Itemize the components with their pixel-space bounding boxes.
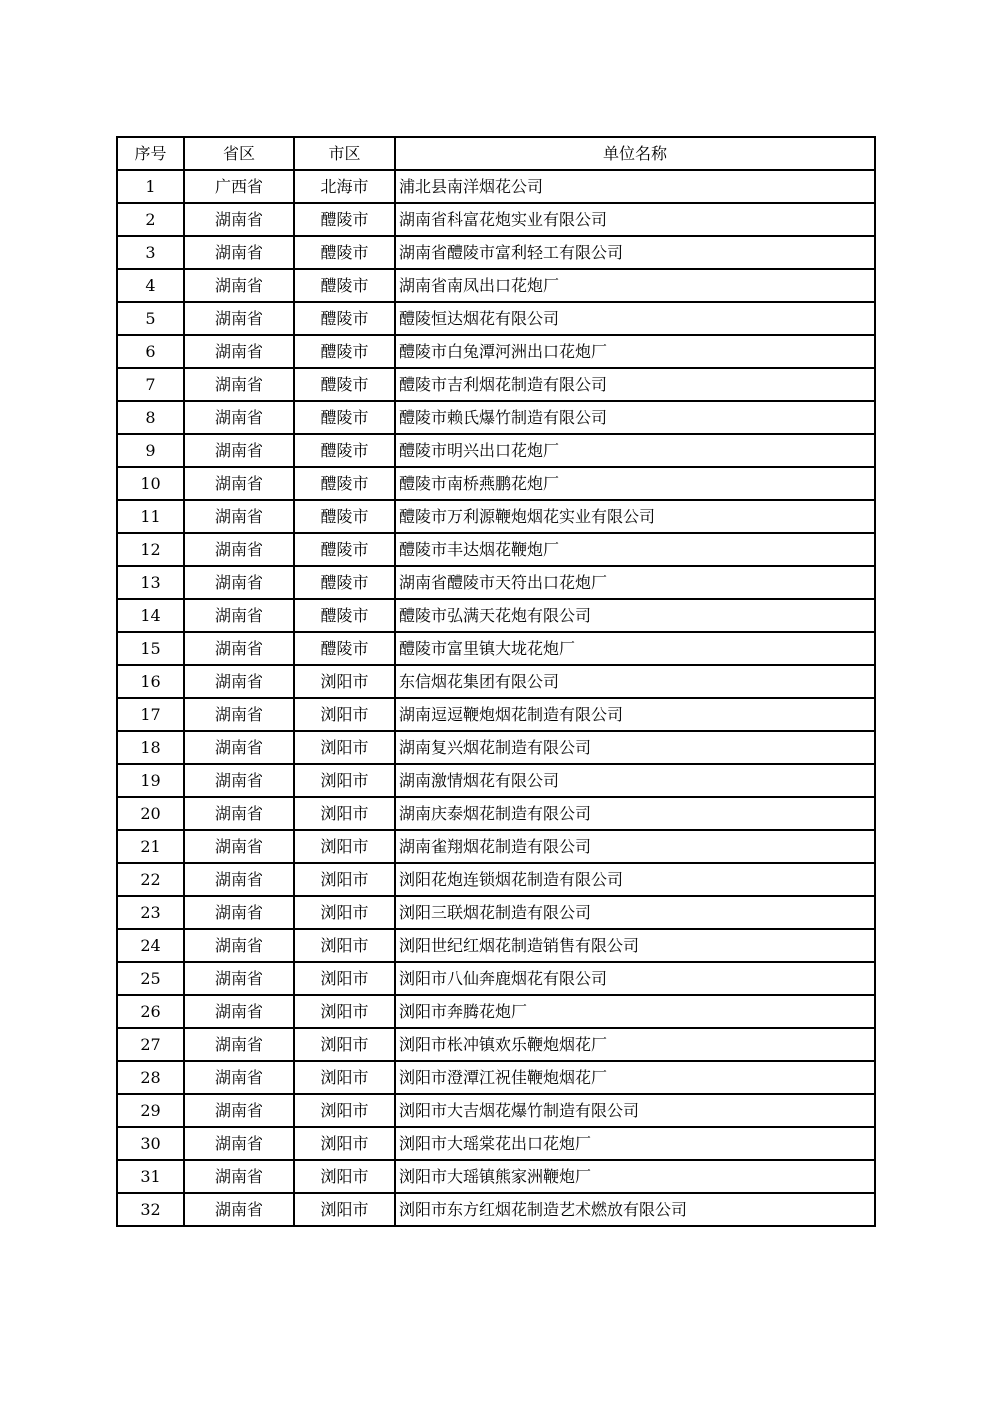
cell-province: 湖南省 bbox=[184, 434, 294, 467]
cell-province: 湖南省 bbox=[184, 269, 294, 302]
cell-serial-number: 24 bbox=[117, 929, 184, 962]
cell-serial-number: 20 bbox=[117, 797, 184, 830]
cell-company-name: 浏阳市奔腾花炮厂 bbox=[395, 995, 875, 1028]
table-row bbox=[117, 533, 875, 566]
company-table bbox=[116, 136, 876, 1227]
cell-province: 湖南省 bbox=[184, 632, 294, 665]
cell-company-name: 浏阳市大瑶棠花出口花炮厂 bbox=[395, 1127, 875, 1160]
cell-city: 醴陵市 bbox=[294, 599, 395, 632]
cell-province: 广西省 bbox=[184, 170, 294, 203]
header-row bbox=[117, 137, 875, 170]
cell-city: 浏阳市 bbox=[294, 929, 395, 962]
cell-city: 浏阳市 bbox=[294, 1061, 395, 1094]
cell-serial-number: 4 bbox=[117, 269, 184, 302]
cell-city: 浏阳市 bbox=[294, 731, 395, 764]
table-row bbox=[117, 467, 875, 500]
document-page bbox=[116, 136, 874, 1227]
cell-city: 浏阳市 bbox=[294, 1160, 395, 1193]
cell-company-name: 湖南省科富花炮实业有限公司 bbox=[395, 203, 875, 236]
table-row bbox=[117, 170, 875, 203]
cell-city: 浏阳市 bbox=[294, 995, 395, 1028]
table-row bbox=[117, 1061, 875, 1094]
cell-city: 浏阳市 bbox=[294, 1094, 395, 1127]
cell-serial-number: 16 bbox=[117, 665, 184, 698]
cell-company-name: 浏阳市东方红烟花制造艺术燃放有限公司 bbox=[395, 1193, 875, 1226]
cell-province: 湖南省 bbox=[184, 1127, 294, 1160]
cell-company-name: 浏阳市大吉烟花爆竹制造有限公司 bbox=[395, 1094, 875, 1127]
cell-serial-number: 30 bbox=[117, 1127, 184, 1160]
table-row bbox=[117, 203, 875, 236]
cell-serial-number: 22 bbox=[117, 863, 184, 896]
table-row bbox=[117, 434, 875, 467]
cell-serial-number: 15 bbox=[117, 632, 184, 665]
cell-city: 醴陵市 bbox=[294, 401, 395, 434]
cell-province: 湖南省 bbox=[184, 830, 294, 863]
cell-company-name: 浏阳市八仙奔鹿烟花有限公司 bbox=[395, 962, 875, 995]
cell-company-name: 湖南庆泰烟花制造有限公司 bbox=[395, 797, 875, 830]
cell-company-name: 醴陵市南桥燕鹏花炮厂 bbox=[395, 467, 875, 500]
cell-city: 浏阳市 bbox=[294, 698, 395, 731]
cell-city: 醴陵市 bbox=[294, 566, 395, 599]
cell-province: 湖南省 bbox=[184, 500, 294, 533]
table-row bbox=[117, 863, 875, 896]
cell-company-name: 浦北县南洋烟花公司 bbox=[395, 170, 875, 203]
cell-province: 湖南省 bbox=[184, 929, 294, 962]
cell-city: 浏阳市 bbox=[294, 1193, 395, 1226]
table-row bbox=[117, 269, 875, 302]
cell-province: 湖南省 bbox=[184, 1160, 294, 1193]
cell-serial-number: 13 bbox=[117, 566, 184, 599]
table-row bbox=[117, 1127, 875, 1160]
cell-serial-number: 29 bbox=[117, 1094, 184, 1127]
table-header bbox=[117, 137, 875, 170]
cell-serial-number: 5 bbox=[117, 302, 184, 335]
cell-company-name: 醴陵市明兴出口花炮厂 bbox=[395, 434, 875, 467]
table-body bbox=[117, 170, 875, 1226]
cell-company-name: 湖南省醴陵市富利轻工有限公司 bbox=[395, 236, 875, 269]
cell-city: 醴陵市 bbox=[294, 434, 395, 467]
cell-company-name: 醴陵市万利源鞭炮烟花实业有限公司 bbox=[395, 500, 875, 533]
cell-city: 浏阳市 bbox=[294, 1127, 395, 1160]
cell-company-name: 湖南省醴陵市天符出口花炮厂 bbox=[395, 566, 875, 599]
cell-city: 浏阳市 bbox=[294, 797, 395, 830]
cell-serial-number: 7 bbox=[117, 368, 184, 401]
table-row bbox=[117, 995, 875, 1028]
table-row bbox=[117, 599, 875, 632]
cell-province: 湖南省 bbox=[184, 335, 294, 368]
cell-province: 湖南省 bbox=[184, 863, 294, 896]
table-row bbox=[117, 830, 875, 863]
cell-province: 湖南省 bbox=[184, 533, 294, 566]
cell-company-name: 湖南省南凤出口花炮厂 bbox=[395, 269, 875, 302]
cell-company-name: 醴陵市弘满天花炮有限公司 bbox=[395, 599, 875, 632]
cell-city: 醴陵市 bbox=[294, 500, 395, 533]
cell-serial-number: 19 bbox=[117, 764, 184, 797]
cell-serial-number: 21 bbox=[117, 830, 184, 863]
table-row bbox=[117, 302, 875, 335]
cell-province: 湖南省 bbox=[184, 302, 294, 335]
cell-company-name: 醴陵市富里镇大垅花炮厂 bbox=[395, 632, 875, 665]
cell-province: 湖南省 bbox=[184, 467, 294, 500]
cell-company-name: 醴陵市丰达烟花鞭炮厂 bbox=[395, 533, 875, 566]
cell-company-name: 醴陵市吉利烟花制造有限公司 bbox=[395, 368, 875, 401]
cell-city: 醴陵市 bbox=[294, 368, 395, 401]
cell-company-name: 醴陵市白兔潭河洲出口花炮厂 bbox=[395, 335, 875, 368]
cell-city: 浏阳市 bbox=[294, 665, 395, 698]
cell-company-name: 醴陵市赖氏爆竹制造有限公司 bbox=[395, 401, 875, 434]
cell-province: 湖南省 bbox=[184, 401, 294, 434]
cell-company-name: 醴陵恒达烟花有限公司 bbox=[395, 302, 875, 335]
cell-city: 醴陵市 bbox=[294, 335, 395, 368]
table-row bbox=[117, 797, 875, 830]
table-row bbox=[117, 236, 875, 269]
table-row bbox=[117, 566, 875, 599]
cell-city: 浏阳市 bbox=[294, 764, 395, 797]
table-row bbox=[117, 698, 875, 731]
cell-company-name: 浏阳花炮连锁烟花制造有限公司 bbox=[395, 863, 875, 896]
header-serial-number: 序号 bbox=[117, 137, 184, 170]
cell-province: 湖南省 bbox=[184, 599, 294, 632]
table-row bbox=[117, 368, 875, 401]
cell-province: 湖南省 bbox=[184, 995, 294, 1028]
cell-province: 湖南省 bbox=[184, 764, 294, 797]
cell-serial-number: 27 bbox=[117, 1028, 184, 1061]
cell-serial-number: 12 bbox=[117, 533, 184, 566]
cell-city: 浏阳市 bbox=[294, 863, 395, 896]
table-row bbox=[117, 764, 875, 797]
cell-city: 醴陵市 bbox=[294, 203, 395, 236]
cell-city: 北海市 bbox=[294, 170, 395, 203]
cell-company-name: 浏阳市枨冲镇欢乐鞭炮烟花厂 bbox=[395, 1028, 875, 1061]
cell-city: 醴陵市 bbox=[294, 269, 395, 302]
cell-city: 醴陵市 bbox=[294, 467, 395, 500]
cell-company-name: 浏阳世纪红烟花制造销售有限公司 bbox=[395, 929, 875, 962]
cell-city: 醴陵市 bbox=[294, 236, 395, 269]
cell-serial-number: 28 bbox=[117, 1061, 184, 1094]
table-row bbox=[117, 632, 875, 665]
header-city: 市区 bbox=[294, 137, 395, 170]
table-row bbox=[117, 500, 875, 533]
cell-city: 浏阳市 bbox=[294, 830, 395, 863]
cell-province: 湖南省 bbox=[184, 203, 294, 236]
cell-province: 湖南省 bbox=[184, 797, 294, 830]
cell-city: 醴陵市 bbox=[294, 302, 395, 335]
cell-company-name: 湖南雀翔烟花制造有限公司 bbox=[395, 830, 875, 863]
cell-province: 湖南省 bbox=[184, 1094, 294, 1127]
cell-serial-number: 17 bbox=[117, 698, 184, 731]
cell-province: 湖南省 bbox=[184, 698, 294, 731]
table-row bbox=[117, 1193, 875, 1226]
cell-serial-number: 11 bbox=[117, 500, 184, 533]
cell-serial-number: 8 bbox=[117, 401, 184, 434]
cell-serial-number: 1 bbox=[117, 170, 184, 203]
cell-company-name: 湖南激情烟花有限公司 bbox=[395, 764, 875, 797]
cell-city: 醴陵市 bbox=[294, 632, 395, 665]
cell-company-name: 湖南逗逗鞭炮烟花制造有限公司 bbox=[395, 698, 875, 731]
header-province: 省区 bbox=[184, 137, 294, 170]
cell-serial-number: 9 bbox=[117, 434, 184, 467]
table-row bbox=[117, 1094, 875, 1127]
cell-city: 浏阳市 bbox=[294, 896, 395, 929]
cell-serial-number: 10 bbox=[117, 467, 184, 500]
table-row bbox=[117, 929, 875, 962]
cell-city: 浏阳市 bbox=[294, 962, 395, 995]
cell-serial-number: 31 bbox=[117, 1160, 184, 1193]
cell-province: 湖南省 bbox=[184, 1061, 294, 1094]
cell-serial-number: 32 bbox=[117, 1193, 184, 1226]
cell-serial-number: 25 bbox=[117, 962, 184, 995]
cell-company-name: 浏阳市澄潭江祝佳鞭炮烟花厂 bbox=[395, 1061, 875, 1094]
cell-province: 湖南省 bbox=[184, 665, 294, 698]
table-row bbox=[117, 1028, 875, 1061]
cell-company-name: 湖南复兴烟花制造有限公司 bbox=[395, 731, 875, 764]
header-company-name: 单位名称 bbox=[395, 137, 875, 170]
cell-city: 醴陵市 bbox=[294, 533, 395, 566]
cell-company-name: 浏阳市大瑶镇熊家洲鞭炮厂 bbox=[395, 1160, 875, 1193]
table-row bbox=[117, 1160, 875, 1193]
cell-province: 湖南省 bbox=[184, 236, 294, 269]
cell-province: 湖南省 bbox=[184, 731, 294, 764]
cell-province: 湖南省 bbox=[184, 896, 294, 929]
cell-province: 湖南省 bbox=[184, 962, 294, 995]
cell-company-name: 东信烟花集团有限公司 bbox=[395, 665, 875, 698]
cell-serial-number: 3 bbox=[117, 236, 184, 269]
table-row bbox=[117, 896, 875, 929]
cell-serial-number: 6 bbox=[117, 335, 184, 368]
table-row bbox=[117, 401, 875, 434]
cell-serial-number: 18 bbox=[117, 731, 184, 764]
cell-province: 湖南省 bbox=[184, 368, 294, 401]
table-row bbox=[117, 665, 875, 698]
cell-province: 湖南省 bbox=[184, 1028, 294, 1061]
cell-province: 湖南省 bbox=[184, 1193, 294, 1226]
table-row bbox=[117, 962, 875, 995]
cell-city: 浏阳市 bbox=[294, 1028, 395, 1061]
table-row bbox=[117, 731, 875, 764]
table-row bbox=[117, 335, 875, 368]
cell-company-name: 浏阳三联烟花制造有限公司 bbox=[395, 896, 875, 929]
cell-serial-number: 26 bbox=[117, 995, 184, 1028]
cell-province: 湖南省 bbox=[184, 566, 294, 599]
cell-serial-number: 23 bbox=[117, 896, 184, 929]
cell-serial-number: 2 bbox=[117, 203, 184, 236]
cell-serial-number: 14 bbox=[117, 599, 184, 632]
